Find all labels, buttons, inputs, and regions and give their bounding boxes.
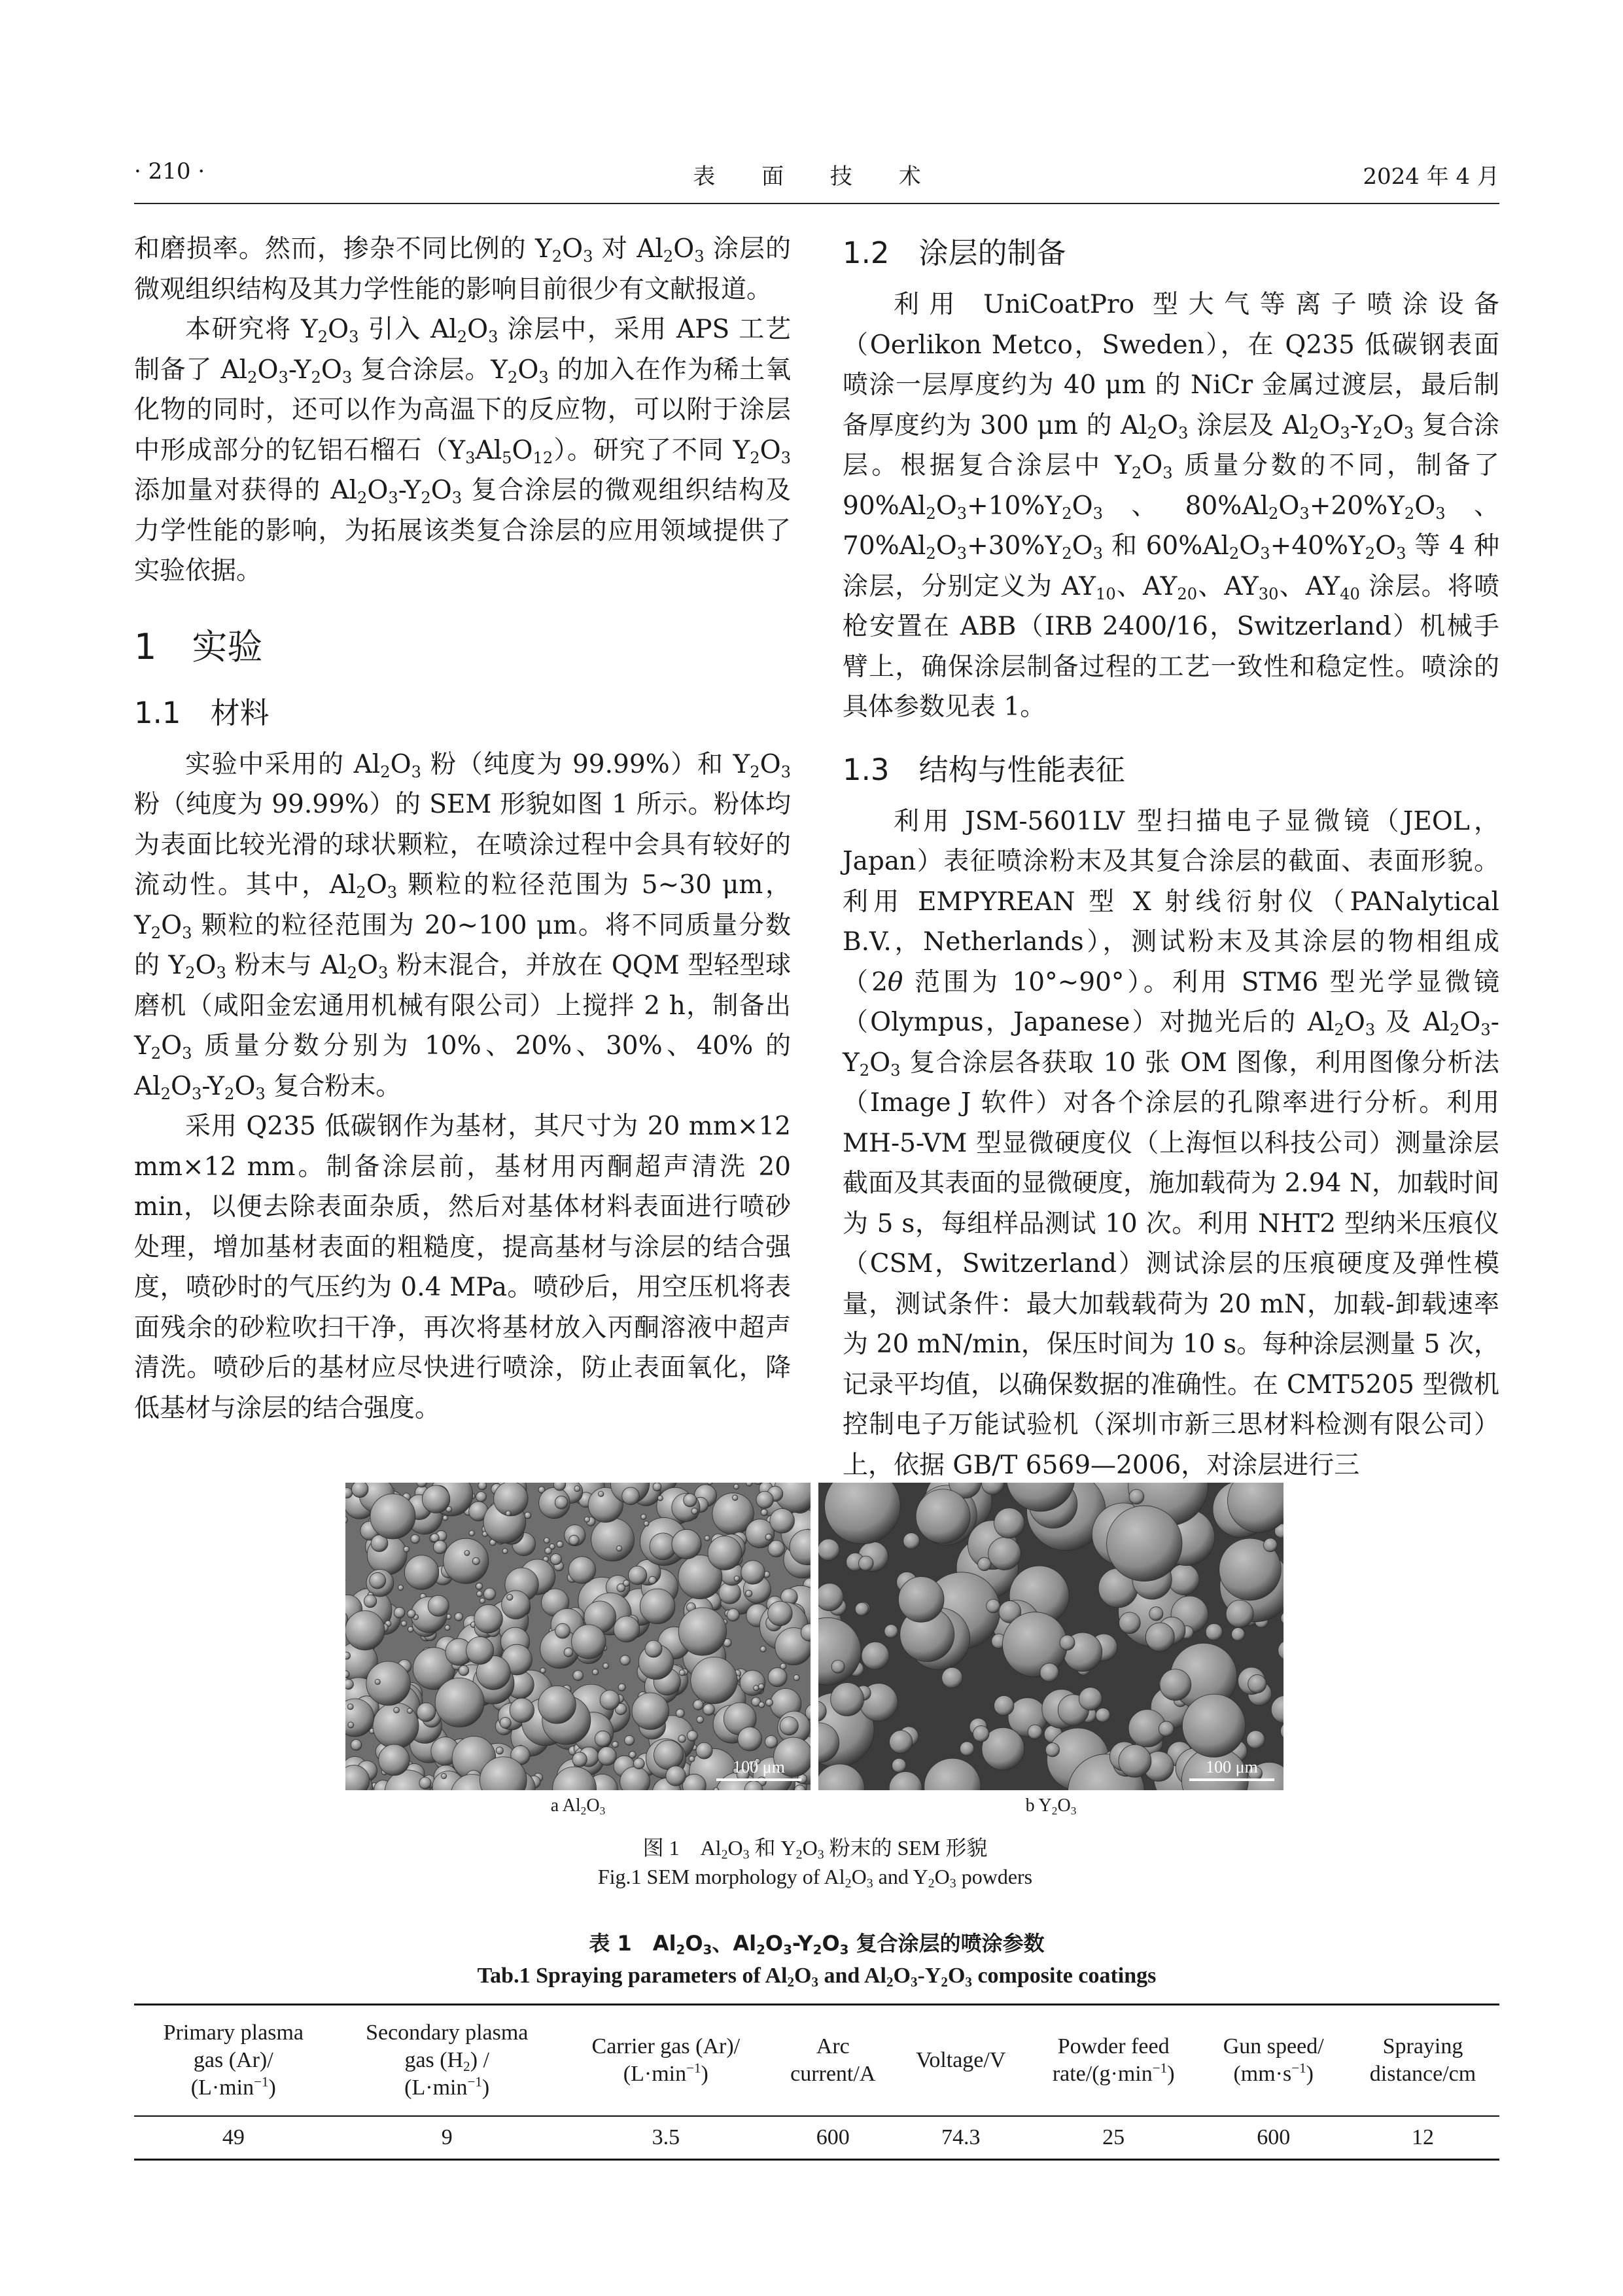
powder-particle: [1060, 1635, 1075, 1650]
journal-title: 表 面 技 术: [693, 164, 941, 190]
powder-particle: [988, 1538, 1021, 1570]
powder-particle: [687, 1731, 697, 1741]
powder-particle: [794, 1675, 799, 1681]
powder-particle: [555, 1623, 570, 1638]
powder-particle: [603, 1663, 609, 1669]
powder-particle: [545, 1547, 551, 1554]
powder-particle: [616, 1545, 621, 1551]
powder-particle: [1160, 1669, 1191, 1701]
powder-particle: [1232, 1628, 1245, 1641]
powder-particle: [598, 1747, 617, 1766]
powder-particle: [404, 1555, 438, 1589]
powder-particle: [600, 1690, 620, 1710]
powder-particle: [684, 1494, 697, 1507]
sem-image-al2o3: [345, 1483, 811, 1790]
powder-particle: [831, 1660, 845, 1673]
powder-particle: [741, 1561, 765, 1584]
powder-particle: [469, 1530, 474, 1536]
spraying-parameters-table: [134, 2004, 1499, 2161]
powder-particle: [740, 1670, 765, 1696]
powder-particle: [476, 1492, 487, 1502]
sem-image-y2o3: [818, 1483, 1283, 1790]
table-caption-en: Tab.1 Spraying parameters of $Al_2O_3$ and $Al_2O_3-Y_2O_3$ composite coatings: [477, 1964, 1157, 1990]
powder-particle: [464, 1551, 470, 1556]
powder-particle: [640, 1589, 675, 1624]
powder-particle: [502, 1591, 531, 1619]
table-cell: 9: [333, 2116, 561, 2160]
powder-particle: [574, 1486, 580, 1492]
paragraph: 利用 UniCoatPro 型大气等离子喷涂设备（Oerlikon Metco，Sweden），在 Q235 低碳钢表面喷涂一层厚度约为 40 μm 的 NiCr 金属过渡层，最后制备厚度约为 300 μm 的 $Al_2O_3$ 涂层及 $Al_2O_3-Y_2O_3$ 复合涂层。根据复合涂层中 $Y_2O_3$ 质量分数的不同，制备了 $90\%Al_2O_3+10\%Y_2O_3$、$80\%Al_2O_3+20\%Y_2O_3$、$70\%Al_2O_3+30\%Y_2O_3$ 和 $60\%Al_2O_3+40\%Y_2O_3$ 等 4 种涂层，分别定义为 $AY_{10}$、$AY_{20}$、$AY_{30}$、$AY_{40}$ 涂层。将喷枪安置在 ABB（IRB 2400/16，Switzerland）机械手臂上，确保涂层制备过程的工艺一致性和稳定性。喷涂的具体参数见表 1。: [843, 290, 1499, 722]
powder-particle: [703, 1704, 715, 1716]
powder-particle: [644, 1521, 649, 1527]
powder-particle: [765, 1534, 772, 1540]
powder-particle: [444, 1538, 489, 1583]
powder-particle: [375, 1679, 380, 1684]
powder-particle: [754, 1686, 759, 1691]
powder-particle: [994, 1696, 1014, 1716]
powder-particle: [714, 1788, 719, 1790]
paragraph: 本研究将 $Y_2O_3$ 引入 $Al_2O_3$ 涂层中，采用 APS 工艺制备了 $Al_2O_3-Y_2O_3$ 复合涂层。$Y_2O_3$ 的加入在作为稀土氧化物的同时，还可以作为高温下的反应物，可以附于涂层中形成部分的钇铝石榴石$(Y_3Al_5O_{12})$。研究了不同 $Y_2O_3$ 添加量对获得的 $Al_2O_3-Y_2O_3$ 复合涂层的微观组织结构及力学性能的影响，为拓展该类复合涂层的应用领域提供了实验依据。: [134, 315, 791, 586]
powder-particle: [569, 1535, 579, 1545]
table-cell: 3.5: [561, 2116, 771, 2160]
powder-particle: [770, 1509, 795, 1534]
powder-particle: [550, 1554, 561, 1565]
powder-particle: [351, 1740, 362, 1751]
powder-particle: [398, 1585, 403, 1590]
powder-particle: [657, 1496, 663, 1501]
table-cell: 74.3: [896, 2116, 1026, 2160]
left-column: [134, 229, 791, 1428]
powder-particle: [693, 1700, 703, 1710]
scale-bar: 100 μm: [716, 1757, 801, 1781]
page-number: · 210 ·: [134, 158, 205, 185]
powder-particle: [352, 1483, 368, 1498]
powder-particle: [632, 1693, 669, 1729]
powder-particle: [572, 1752, 587, 1767]
table-header-cell: Powder feed rate/$(g\cdot\min^{-1})$: [1026, 2005, 1201, 2117]
header-rule: [134, 203, 1499, 204]
powder-particle: [759, 1702, 765, 1708]
powder-particle: [768, 1601, 793, 1626]
powder-particle: [494, 1483, 528, 1516]
powder-particle: [756, 1491, 773, 1508]
powder-particle: [733, 1495, 738, 1500]
powder-particle: [345, 1652, 351, 1659]
powder-particle: [734, 1484, 739, 1489]
powder-particle: [1182, 1694, 1245, 1757]
powder-particle: [417, 1703, 436, 1722]
paragraph: 实验中采用的 $Al_2O_3$ 粉（纯度为 99.99%）和 $Y_2O_3$ 粉（纯度为 99.99%）的 SEM 形貌如图 1 所示。粉体均为表面比较光滑的球状颗粒，在喷涂过程中会具有较好的流动性。其中，$Al_2O_3$ 颗粒的粒径范围为 5~30 μm，$Y_2O_3$ 颗粒的粒径范围为 20~100 μm。将不同质量分数的 $Y_2O_3$ 粉末与 $Al_2O_3$ 粉末混合，并放在 QQM 型轻型球磨机（咸阳金宏通用机械有限公司）上搅拌 2 h，制备出 $Y_2O_3$ 质量分数分别为 10%、20%、30%、40% 的 $Al_2O_3-Y_2O_3$ 复合粉末。: [134, 749, 792, 1103]
table-header-cell: Arc current/A: [771, 2005, 896, 2117]
powder-particle: [625, 1735, 635, 1745]
powder-particle: [1040, 1663, 1058, 1682]
powder-particle: [507, 1595, 513, 1600]
powder-particle: [818, 1539, 839, 1561]
powder-particle: [1206, 1623, 1223, 1640]
powder-particle: [986, 1599, 1000, 1613]
powder-particle: [394, 1607, 405, 1618]
powder-particle: [599, 1491, 604, 1496]
powder-particle: [480, 1598, 485, 1603]
powder-particle: [689, 1756, 695, 1762]
table-header-cell: Primary plasma gas (Ar)/ $(L\cdot\min^{-1})$: [134, 2005, 333, 2117]
powder-particle: [496, 1747, 503, 1754]
powder-particle: [591, 1518, 635, 1561]
powder-particle: [1248, 1675, 1266, 1693]
paragraph: 采用 Q235 低碳钢作为基材，其尺寸为 20 mm×12 mm×12 mm。制备涂层前，基材用丙酮超声清洗 20 min，以便去除表面杂质，然后对基体材料表面进行喷砂处理，增加基材表面的粗糙度，提高基材与涂层的结合强度，喷砂时的气压约为 0.4 MPa。喷砂后，用空压机将表面残余的砂粒吹扫干净，再次将基材放入丙酮溶液中超声清洗。喷砂后的基材应尽快进行喷涂，防止表面氧化，降低基材与涂层的结合强度。: [134, 1112, 791, 1423]
powder-particle: [623, 1580, 630, 1587]
powder-particle: [727, 1609, 739, 1621]
table-cell: 49: [134, 2116, 333, 2160]
powder-particle: [366, 1661, 410, 1705]
powder-particle: [855, 1602, 868, 1616]
powder-particle: [442, 1773, 447, 1778]
powder-particle: [459, 1665, 469, 1676]
table-header-cell: Gun speed/ $(mm\cdot s^{-1})$: [1200, 2005, 1346, 2117]
powder-particle: [1168, 1564, 1199, 1595]
powder-particle: [394, 1707, 400, 1713]
powder-particle: [903, 1533, 920, 1549]
table-header-cell: Secondary plasma gas $(H_2)$ / $(L\cdot\min^{-1})$: [333, 2005, 561, 2117]
powder-particle: [573, 1670, 584, 1681]
powder-particle: [500, 1718, 511, 1729]
powder-particle: [862, 1642, 889, 1669]
powder-particle: [679, 1670, 685, 1676]
powder-particle: [629, 1752, 637, 1759]
powder-particle: [428, 1595, 449, 1616]
powder-particle: [404, 1546, 410, 1552]
powder-particle: [407, 1708, 412, 1714]
powder-particle: [780, 1717, 798, 1735]
table-cell: 600: [771, 2116, 896, 2160]
powder-particle: [476, 1583, 483, 1589]
powder-particle: [1129, 1489, 1144, 1504]
powder-particle: [994, 1508, 1024, 1538]
powder-particle: [672, 1529, 701, 1559]
powder-particle: [443, 1515, 448, 1521]
table-cell: 600: [1200, 2116, 1346, 2160]
powder-particle: [502, 1549, 508, 1554]
powder-particle: [641, 1514, 646, 1519]
powder-particle: [510, 1698, 534, 1722]
table-header-row: [134, 2005, 1499, 2117]
powder-particle: [678, 1735, 686, 1742]
powder-particle: [1079, 1687, 1102, 1710]
powder-particle: [422, 1485, 449, 1513]
figure-caption-zh: 图 1 $Al_2O_3$ 和 $Y_2O_3$ 粉末的 SEM 形貌: [642, 1836, 988, 1862]
powder-particle: [1149, 1607, 1163, 1621]
powder-particle: [614, 1616, 640, 1642]
table-header-cell: Voltage/V: [896, 2005, 1026, 2117]
section-heading: 1 实验: [134, 626, 263, 667]
subfigure-label-b: b $Y_2O_3$: [1025, 1795, 1077, 1817]
powder-particle: [705, 1536, 710, 1541]
powder-particle: [708, 1536, 742, 1570]
powder-particle: [1247, 1731, 1265, 1749]
powder-particle: [1028, 1725, 1042, 1739]
powder-particle: [364, 1595, 376, 1607]
powder-particle: [818, 1583, 843, 1611]
powder-particle: [370, 1572, 386, 1589]
powder-particle: [544, 1538, 550, 1544]
table-cell: 25: [1026, 2116, 1201, 2160]
powder-particle: [831, 1683, 864, 1716]
powder-particle: [345, 1611, 385, 1650]
powder-particle: [584, 1517, 589, 1522]
powder-particle: [445, 1625, 450, 1631]
powder-particle: [691, 1508, 698, 1515]
powder-particle: [419, 1777, 431, 1789]
powder-particle: [780, 1663, 786, 1669]
powder-particle: [898, 1577, 944, 1623]
powder-particle: [472, 1557, 480, 1564]
powder-particle: [765, 1736, 777, 1748]
subsection-heading: 1.3 结构与性能表征: [843, 752, 1125, 787]
powder-particle: [1159, 1722, 1174, 1737]
powder-particle: [633, 1758, 644, 1769]
powder-particle: [370, 1494, 415, 1539]
table-caption-zh: 表 1 $Al_2O_3$、$Al_2O_3-Y_2O_3$ 复合涂层的喷涂参数: [589, 1931, 1045, 1958]
powder-particle: [379, 1744, 410, 1775]
issue-date: 2024 年 4 月: [1363, 164, 1499, 190]
powder-particle: [347, 1704, 353, 1710]
powder-particle: [1045, 1743, 1059, 1757]
powder-particle: [1107, 1506, 1182, 1581]
scale-bar: 100 μm: [1189, 1757, 1274, 1781]
table-cell: 12: [1346, 2116, 1499, 2160]
powder-particle: [746, 1590, 752, 1597]
powder-particle: [1145, 1623, 1174, 1651]
paragraph: 和磨损率。然而，掺杂不同比例的 $Y_2O_3$ 对 $Al_2O_3$ 涂层的微观组织结构及其力学性能的影响目前很少有文献报道。: [134, 234, 791, 304]
powder-particle: [483, 1588, 495, 1600]
powder-particle: [345, 1679, 353, 1689]
powder-particle: [676, 1709, 684, 1718]
powder-particle: [411, 1534, 419, 1543]
powder-particle: [557, 1541, 563, 1547]
powder-particle: [884, 1625, 898, 1638]
table-caption: [134, 1927, 1499, 1992]
powder-particle: [649, 1576, 657, 1584]
powder-particle: [612, 1741, 619, 1748]
subsection-heading: 1.1 材料: [134, 695, 270, 730]
powder-particle: [734, 1576, 739, 1581]
powder-particle: [760, 1646, 766, 1652]
powder-particle: [738, 1727, 762, 1751]
powder-particle: [474, 1604, 503, 1633]
paragraph: 利用 JSM-5601LV 型扫描电子显微镜（JEOL，Japan）表征喷涂粉末及其复合涂层的截面、表面形貌。利用 EMPYREAN 型 X 射线衍射仪（PANalytical B.V.，Netherlands），测试粉末及其涂层的物相组成（2θ 范围为 10°~90°）。利用 STM6 型光学显微镜（Olympus，Japanese）对抛光后的 $Al_2O_3$ 及 $Al_2O_3-Y_2O_3$ 复合涂层各获取 10 张 OM 图像，利用图像分析法（Image J 软件）对各个涂层的孔隙率进行分析。利用 MH-5-VM 型显微硬度仪（上海恒以科技公司）测量涂层截面及其表面的显微硬度，施加载荷为 2.94 N，加载时间为 5 s，每组样品测试 10 次。利用 NHT2 型纳米压痕仪（CSM，Switzerland）测试涂层的压痕硬度及弹性模量，测试条件：最大加载载荷为 20 mN，加载-卸载速率为 20 mN/min，保压时间为 10 s。每种涂层测量 5 次，记录平均值，以确保数据的准确性。在 CMT5205 型微机控制电子万能试验机（深圳市新三思材料检测有限公司）上，依据 GB/T 6569—2006，对涂层进行三: [843, 806, 1499, 1480]
powder-particle: [960, 1742, 974, 1756]
table-header-cell: Carrier gas (Ar)/ $(L\cdot\min^{-1})$: [561, 2005, 771, 2117]
powder-particle: [890, 1731, 913, 1754]
figure-1: [345, 1483, 1285, 1891]
table-row: [134, 2116, 1499, 2160]
powder-particle: [916, 1489, 970, 1544]
powder-particle: [622, 1487, 640, 1505]
table-header-cell: Spraying distance/cm: [1346, 2005, 1499, 2117]
powder-particle: [564, 1648, 573, 1657]
figure-caption-en: Fig.1 SEM morphology of $Al_2O_3$ and $Y_2O_3$ powders: [597, 1865, 1033, 1891]
powder-particle: [645, 1640, 662, 1657]
powder-particle: [593, 1669, 599, 1675]
powder-particle: [678, 1608, 726, 1655]
powder-particle: [666, 1766, 686, 1786]
powder-particle: [401, 1621, 407, 1627]
powder-particle: [973, 1726, 989, 1742]
subfigure-label-a: a $Al_2O_3$: [550, 1795, 606, 1817]
powder-particle: [408, 1610, 415, 1617]
powder-particle: [1119, 1612, 1141, 1634]
powder-particle: [455, 1613, 463, 1621]
powder-particle: [758, 1684, 764, 1689]
powder-particle: [654, 1740, 684, 1770]
table-body: [134, 2116, 1499, 2160]
powder-particle: [348, 1722, 354, 1728]
powder-particle: [555, 1496, 568, 1509]
powder-particle: [466, 1636, 494, 1664]
powder-particle: [1226, 1600, 1253, 1627]
powder-particle: [768, 1668, 787, 1687]
powder-particle: [766, 1699, 773, 1706]
powder-particle: [595, 1731, 610, 1746]
powder-particle: [859, 1556, 874, 1571]
powder-particle: [540, 1668, 546, 1673]
powder-particle: [1264, 1538, 1278, 1552]
powder-particle: [434, 1540, 447, 1553]
powder-particle: [1119, 1744, 1151, 1777]
powder-particle: [942, 1667, 963, 1688]
powder-particle: [568, 1557, 595, 1583]
powder-particle: [696, 1742, 712, 1759]
powder-particle: [435, 1678, 484, 1727]
subsection-heading: 1.2 涂层的制备: [843, 236, 1066, 270]
powder-particle: [620, 1655, 630, 1665]
powder-particle: [1096, 1708, 1110, 1722]
powder-particle: [618, 1684, 625, 1691]
powder-particle: [1003, 1612, 1068, 1677]
powder-particle: [538, 1686, 576, 1724]
powder-particle: [653, 1483, 661, 1491]
right-column: [843, 229, 1499, 1485]
powder-particle: [697, 1716, 704, 1723]
powder-particle: [477, 1591, 483, 1597]
powder-particle: [761, 1509, 767, 1515]
powder-particle: [478, 1483, 487, 1490]
powder-particle: [628, 1566, 646, 1584]
powder-particle: [892, 1758, 907, 1773]
powder-particle: [572, 1625, 606, 1659]
powder-particle: [506, 1511, 511, 1516]
powder-particle: [691, 1657, 737, 1703]
running-header: [134, 158, 1499, 198]
